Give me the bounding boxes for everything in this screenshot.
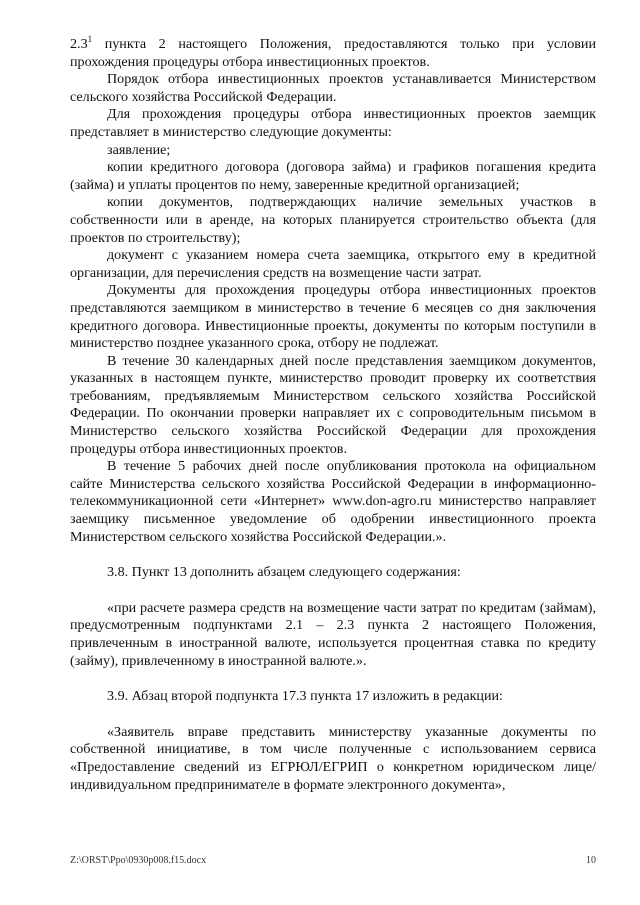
paragraph: копии документов, подтверждающих наличие земельных участков в собственности или в аренде, на которых планируется строительство объекта (для проектов по строительству); bbox=[70, 194, 596, 246]
item-3-8-quote: «при расчете размера средств на возмещение части затрат по кредитам (займам), предусмотренным подпунктами 2.1 – 2.3 пункта 2 настоящего Положения, привлеченным в иностранной валюте, используется процентная ставка по кредиту (займу), привлеченному в иностранной валюте.». bbox=[70, 599, 596, 669]
intro-superscript: 1 bbox=[87, 34, 93, 44]
paragraph: документ с указанием номера счета заемщика, открытого ему в кредитной организации, для перечисления средств на возмещение части затрат. bbox=[70, 247, 596, 281]
paragraph: заявление; bbox=[107, 141, 171, 158]
intro-prefix: 2.3 bbox=[70, 36, 88, 52]
spacer bbox=[70, 582, 596, 600]
item-3-8-heading: 3.8. Пункт 13 дополнить абзацем следующего содержания: bbox=[107, 564, 461, 581]
paragraph: Для прохождения процедуры отбора инвестиционных проектов заемщик представляет в министерство следующие документы: bbox=[70, 106, 596, 140]
file-path: Z:\ORST\Ppo\0930p008.f15.docx bbox=[70, 855, 207, 866]
document-body bbox=[70, 36, 596, 794]
paragraph: В течение 30 календарных дней после представления заемщиком документов, указанных в настоящем пункте, министерство проводит проверку их соответствия требованиям, предъявляемым Министерством сельского хозяйства Российской Федерации. По окончании проверки направляет их с сопроводительным письмом в Министерство сельского хозяйства Российской Федерации для прохождения процедуры отбора инвестиционных проектов. bbox=[70, 352, 596, 457]
paragraph: копии кредитного договора (договора займа) и графиков погашения кредита (займа) и уплаты процентов по нему, заверенные кредитной организацией; bbox=[70, 159, 596, 193]
paragraph: Документы для прохождения процедуры отбора инвестиционных проектов представляются заемщиком в министерство в течение 6 месяцев со дня заключения кредитного договора. Инвестиционные проекты, документы по которым поступили в министерство позднее указанного срока, отбору не подлежат. bbox=[70, 282, 596, 352]
spacer bbox=[70, 706, 596, 724]
item-3-9-quote: «Заявитель вправе представить министерству указанные документы по собственной инициативе, в том числе полученные с использованием сервиса «Предоставление сведений из ЕГРЮЛ/ЕГРИП о конкретном юридическом лице/индивидуальном предпринимателе в формате электронного документа», bbox=[70, 723, 596, 793]
paragraph: В течение 5 рабочих дней после опубликования протокола на официальном сайте Министерства сельского хозяйства Российской Федерации в информационно-телекоммуникационной сети «Интернет» www.don-agro.ru министерство направляет заемщику письменное уведомление об одобрении инвестиционного проекта Министерством сельского хозяйства Российской Федерации.». bbox=[70, 458, 596, 545]
paragraph: Порядок отбора инвестиционных проектов устанавливается Министерством сельского хозяйства Российской Федерации. bbox=[70, 71, 596, 105]
spacer bbox=[70, 670, 596, 688]
page-number: 10 bbox=[586, 855, 596, 866]
paragraph-intro bbox=[70, 36, 596, 71]
item-3-9-heading: 3.9. Абзац второй подпункта 17.3 пункта 17 изложить в редакции: bbox=[107, 688, 503, 705]
spacer bbox=[70, 546, 596, 564]
intro-rest: пункта 2 настоящего Положения, предоставляются только при условии прохождения процедуры отбора инвестиционных проектов. bbox=[70, 36, 596, 70]
